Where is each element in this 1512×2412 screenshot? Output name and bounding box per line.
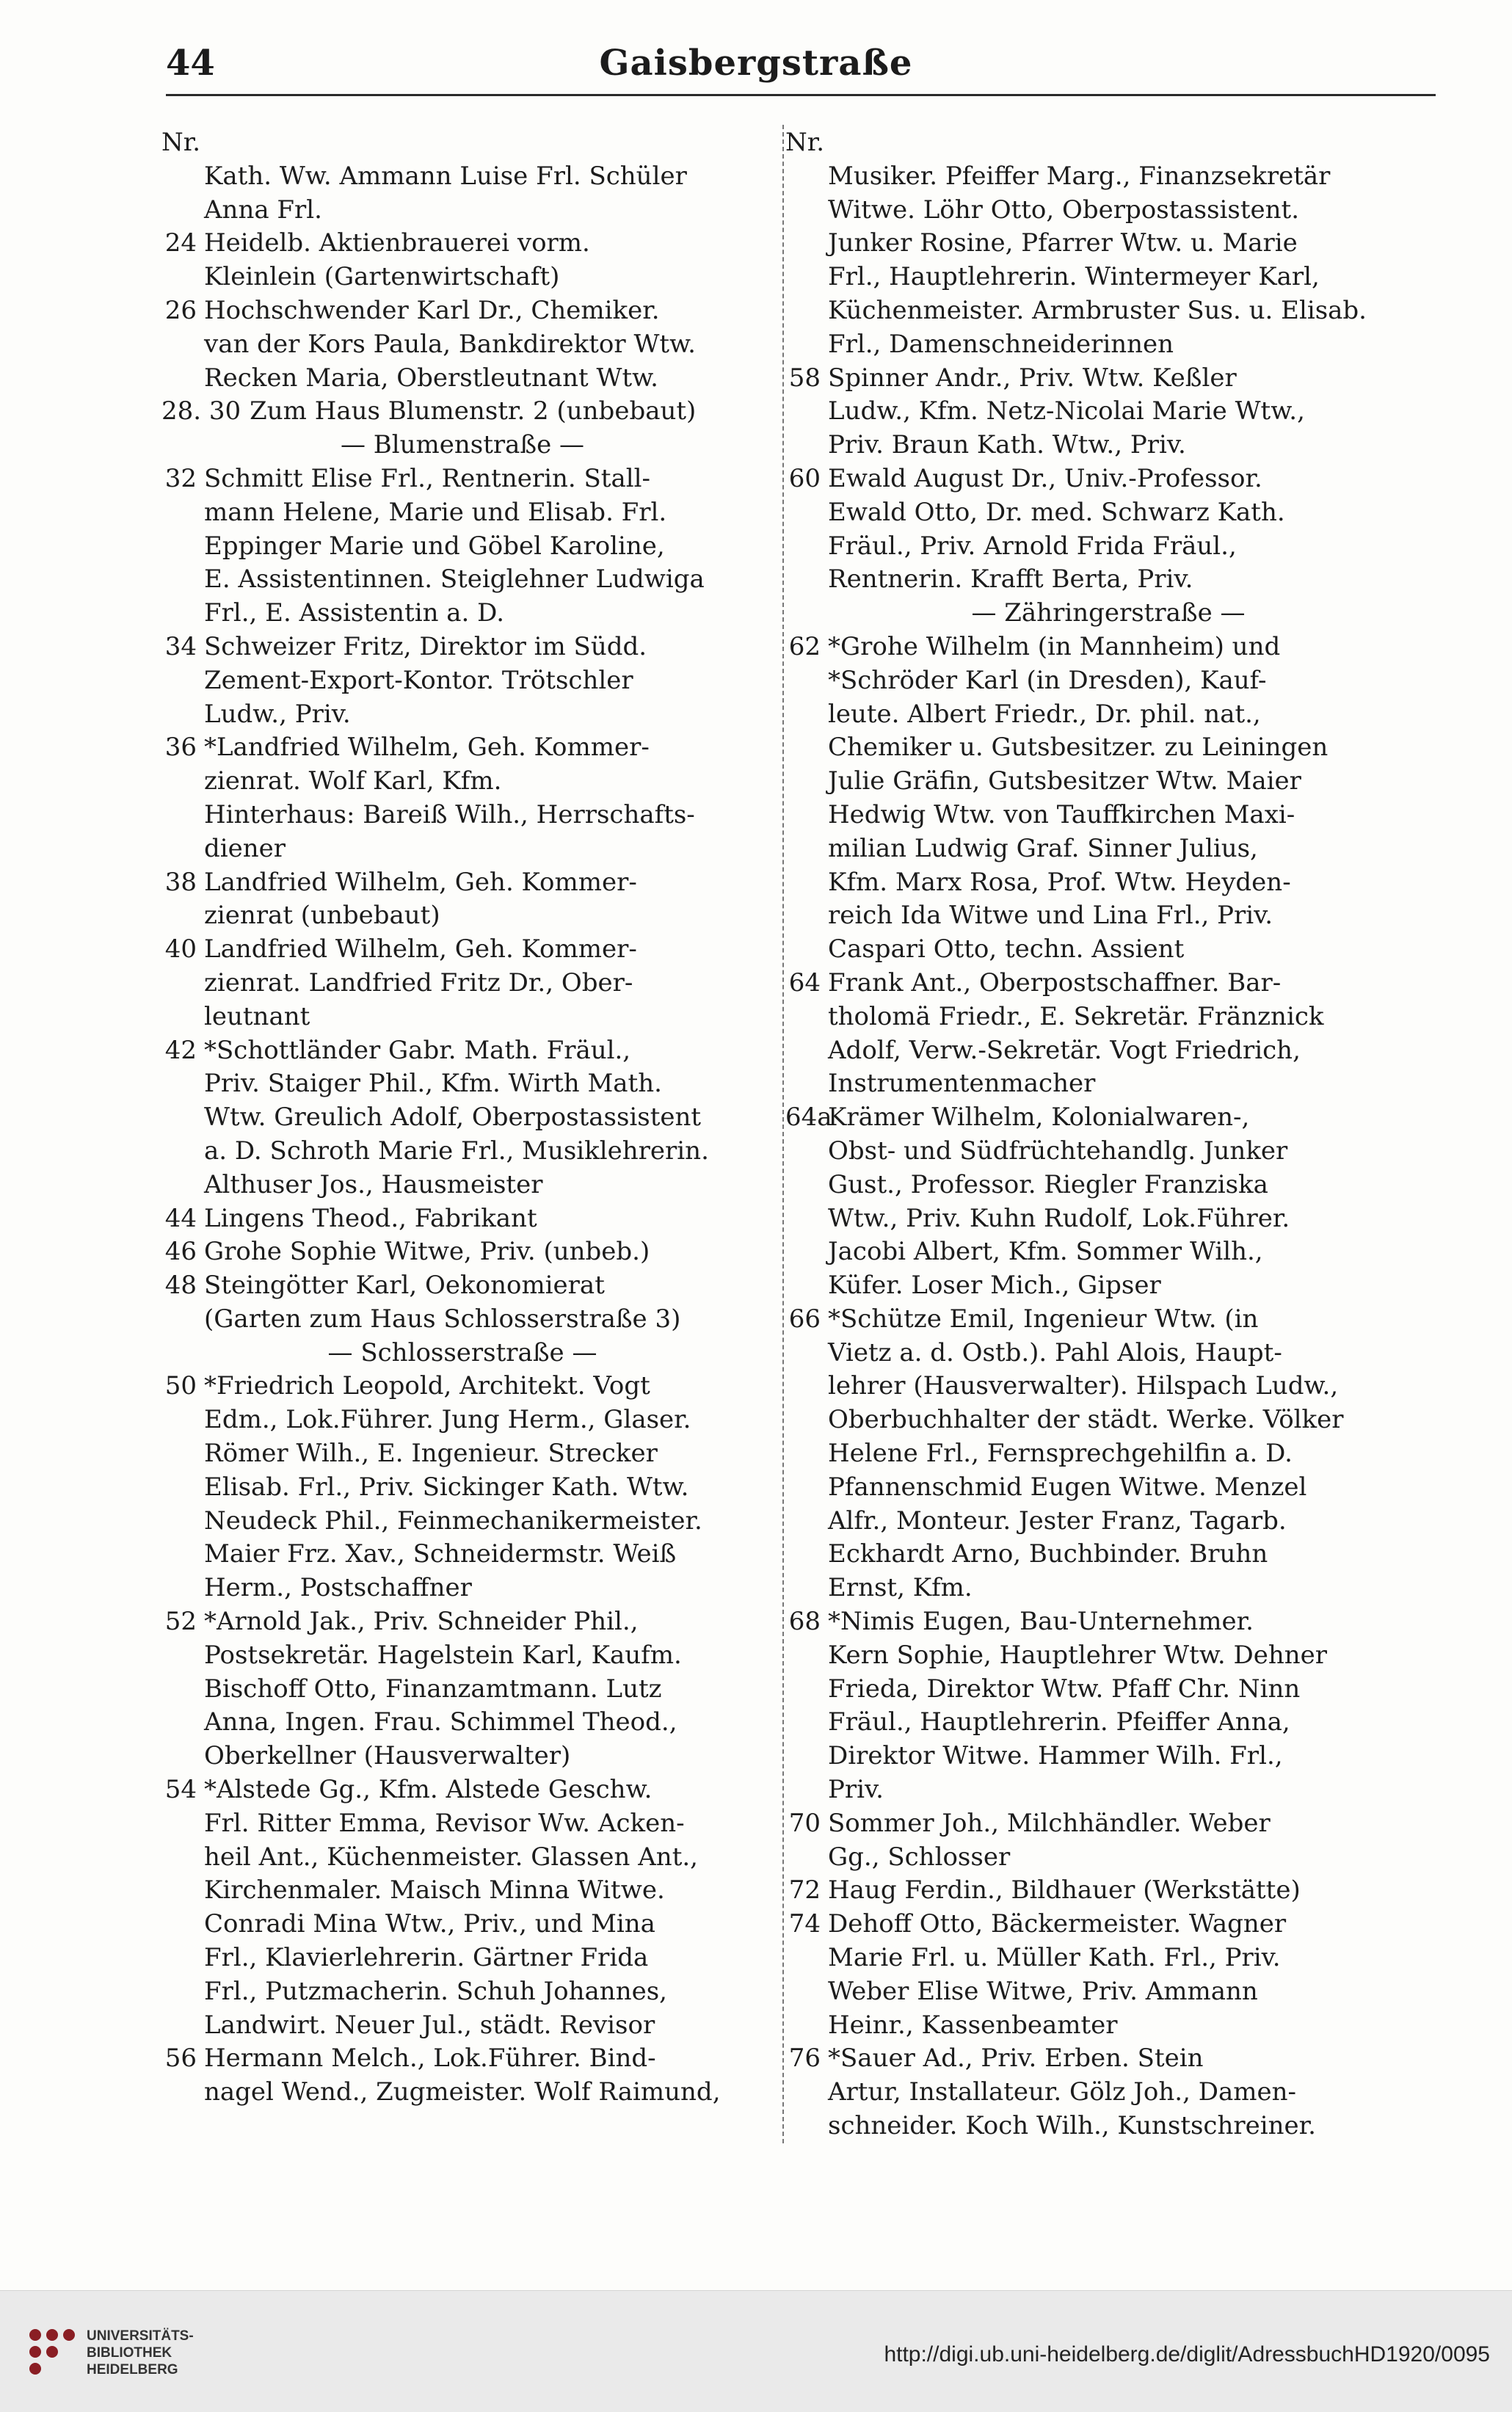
entry-continuation-line: Römer Wilh., E. Ingenieur. Strecker (204, 1439, 658, 1469)
entry-continuation-line: Heinr., Kassenbeamter (828, 2010, 1118, 2040)
house-entry-line (161, 2042, 763, 2076)
library-name-line: UNIVERSITÄTS- (87, 2328, 194, 2344)
entry-continuation-line: milian Ludwig Graf. Sinner Julius, (828, 833, 1258, 863)
entry-continuation-line: Frl., Damenschneiderinnen (828, 329, 1174, 359)
house-entry-line (785, 1303, 1431, 1337)
street-section-heading: — Schlosserstraße — (327, 1337, 597, 1367)
entry-continuation-line: Wtw. Greulich Adolf, Oberpostassistent (204, 1103, 702, 1133)
house-entry-line (161, 1269, 763, 1303)
entry-continuation-line: Kirchenmaler. Maisch Minna Witwe. (204, 1875, 665, 1906)
entry-continuation-line: Oberkellner (Hausverwalter) (204, 1741, 571, 1771)
entry-continuation-line: lehrer (Hausverwalter). Hilspach Ludw., (828, 1371, 1339, 1401)
entry-continuation-line: Junker Rosine, Pfarrer Wtw. u. Marie (828, 228, 1298, 258)
entry-continuation-line: Edm., Lok.Führer. Jung Herm., Glaser. (204, 1405, 691, 1435)
house-entry-line (785, 2042, 1431, 2076)
entry-continuation-line: nagel Wend., Zugmeister. Wolf Raimund, (204, 2077, 721, 2107)
entry-continuation-line: mann Helene, Marie und Elisab. Frl. (204, 497, 667, 527)
house-number: 34 (164, 631, 197, 661)
house-number: 74 (788, 1909, 821, 1939)
entry-continuation-line: Anna Frl. (204, 195, 322, 225)
house-entry-line (161, 1370, 763, 1403)
entry-continuation-line: Ernst, Kfm. (828, 1573, 973, 1603)
entry-continuation-line: Ewald Otto, Dr. med. Schwarz Kath. (828, 497, 1285, 527)
entry-continuation-line: Direktor Witwe. Hammer Wilh. Frl., (828, 1741, 1283, 1771)
entry-continuation-line: Eckhardt Arno, Buchbinder. Bruhn (828, 1539, 1268, 1569)
house-number: 24 (164, 228, 197, 258)
entry-continuation-line: Julie Gräfin, Gutsbesitzer Wtw. Maier (828, 766, 1301, 796)
house-entry-line (161, 462, 763, 496)
entry-continuation-line: Zement-Export-Kontor. Trötschler (204, 665, 633, 695)
house-number: 26 (164, 295, 197, 325)
entry-continuation-line: Frl. Ritter Emma, Revisor Ww. Acken- (204, 1808, 685, 1838)
entry-continuation-line: Postsekretär. Hagelstein Karl, Kaufm. (204, 1640, 682, 1670)
house-number: 50 (164, 1371, 197, 1401)
right-column-heading: Nr. (785, 128, 825, 157)
house-number: 68 (788, 1607, 821, 1637)
house-entry-line (785, 1908, 1431, 1941)
entry-text: Landfried Wilhelm, Geh. Kommer- (204, 867, 637, 897)
source-url-link[interactable]: http://digi.ub.uni-heidelberg.de/diglit/AdressbuchHD1920/0095 (884, 2342, 1490, 2366)
entry-text: Grohe Sophie Witwe, Priv. (unbeb.) (204, 1237, 650, 1267)
house-number: 48 (164, 1271, 197, 1301)
entry-continuation-line: zienrat. Landfried Fritz Dr., Ober- (204, 967, 633, 998)
house-number: 32 (164, 463, 197, 493)
entry-text: Frank Ant., Oberpostschaffner. Bar- (828, 967, 1282, 998)
entry-continuation-line: Kleinlein (Gartenwirtschaft) (204, 262, 560, 292)
house-number: 46 (164, 1237, 197, 1267)
entry-text: Schweizer Fritz, Direktor im Südd. (204, 631, 647, 661)
entry-continuation-line: (Garten zum Haus Schlosserstraße 3) (204, 1304, 681, 1334)
entry-text: Ewald August Dr., Univ.-Professor. (828, 463, 1262, 493)
entry-continuation-line: Gust., Professor. Riegler Franziska (828, 1169, 1268, 1199)
entry-continuation-line: tholomä Friedr., E. Sekretär. Fränznick (828, 1001, 1324, 1031)
house-entry-line (785, 462, 1431, 496)
house-entry-line (785, 1605, 1431, 1639)
entry-continuation-line: Helene Frl., Fernsprechgehilfin a. D. (828, 1439, 1293, 1469)
entry-continuation-line: zienrat. Wolf Karl, Kfm. (204, 766, 502, 796)
street-section-heading: — Zähringerstraße — (971, 598, 1246, 628)
entry-text: Dehoff Otto, Bäckermeister. Wagner (828, 1909, 1287, 1939)
house-number: 52 (164, 1607, 197, 1637)
entry-continuation-line: Conradi Mina Wtw., Priv., und Mina (204, 1909, 655, 1939)
left-column-heading: Nr. (161, 128, 201, 157)
entry-continuation-line: Rentnerin. Krafft Berta, Priv. (828, 564, 1193, 595)
library-name-line: BIBLIOTHEK (87, 2345, 172, 2361)
entry-continuation-line: Ludw., Kfm. Netz-Nicolai Marie Wtw., (828, 396, 1305, 426)
entry-continuation-line: Fräul., Hauptlehrerin. Pfeiffer Anna, (828, 1707, 1290, 1737)
entry-text: *Landfried Wilhelm, Geh. Kommer- (204, 733, 650, 763)
entry-text: Hermann Melch., Lok.Führer. Bind- (204, 2044, 656, 2074)
page-title: Gaisbergstraße (599, 43, 913, 84)
house-entry-line (161, 631, 763, 664)
entry-continuation-line: Caspari Otto, techn. Assient (828, 934, 1185, 965)
house-number: 66 (788, 1304, 821, 1334)
entry-continuation-line: Pfannenschmid Eugen Witwe. Menzel (828, 1472, 1307, 1502)
entry-continuation-line: diener (204, 833, 286, 863)
house-entry-line (785, 631, 1431, 664)
entry-continuation-line: Priv. (828, 1775, 884, 1805)
entry-continuation-line: Musiker. Pfeiffer Marg., Finanzsekretär (828, 161, 1331, 191)
header-rule (166, 94, 1436, 96)
entry-continuation-line: reich Ida Witwe und Lina Frl., Priv. (828, 901, 1273, 931)
entry-text: *Grohe Wilhelm (in Mannheim) und (828, 631, 1281, 661)
entry-continuation-line: Jacobi Albert, Kfm. Sommer Wilh., (828, 1237, 1263, 1267)
entry-continuation-line: Artur, Installateur. Gölz Joh., Damen- (828, 2077, 1296, 2107)
entry-continuation-line: Hedwig Wtw. von Tauffkirchen Maxi- (828, 799, 1295, 829)
house-entry-line (161, 1034, 763, 1068)
house-number: 70 (788, 1808, 821, 1838)
entry-continuation-line: Althuser Jos., Hausmeister (204, 1169, 543, 1199)
entry-continuation-line: Maier Frz. Xav., Schneidermstr. Weiß (204, 1539, 677, 1569)
house-number: 64 (788, 967, 821, 998)
street-section-heading: — Blumenstraße — (340, 430, 585, 460)
library-name (87, 2328, 194, 2378)
entry-continuation-line: Elisab. Frl., Priv. Sickinger Kath. Wtw. (204, 1472, 689, 1502)
entry-continuation-line: Kern Sophie, Hauptlehrer Wtw. Dehner (828, 1640, 1328, 1670)
entry-continuation-line: Küfer. Loser Mich., Gipser (828, 1271, 1161, 1301)
entry-continuation-line: Witwe. Löhr Otto, Oberpostassistent. (828, 195, 1300, 225)
house-number: 72 (788, 1875, 821, 1906)
entry-text: Krämer Wilhelm, Kolonialwaren-, (828, 1103, 1250, 1133)
entry-continuation-line: schneider. Koch Wilh., Kunstschreiner. (828, 2111, 1316, 2141)
house-entry-line (785, 1807, 1431, 1841)
house-entry-line (161, 933, 763, 967)
entry-continuation-line: Instrumentenmacher (828, 1069, 1096, 1099)
entry-continuation-line: E. Assistentinnen. Steiglehner Ludwiga (204, 564, 705, 595)
entry-continuation-line: Frl., Hauptlehrerin. Wintermeyer Karl, (828, 262, 1320, 292)
house-number: 38 (164, 867, 197, 897)
entry-continuation-line: Frl., Putzmacherin. Schuh Johannes, (204, 1976, 667, 2006)
house-entry-line (161, 1235, 763, 1269)
house-entry-line (785, 362, 1431, 396)
library-name-line: HEIDELBERG (87, 2362, 178, 2378)
left-column (161, 126, 763, 2110)
entry-continuation-line: Anna, Ingen. Frau. Schimmel Theod., (204, 1707, 677, 1737)
house-number: 56 (164, 2044, 197, 2074)
entry-continuation-line: Ludw., Priv. (204, 699, 351, 729)
house-entry-line (161, 227, 763, 261)
entry-continuation-line: Eppinger Marie und Göbel Karoline, (204, 531, 665, 561)
house-number: 64a (785, 1103, 832, 1133)
entry-text: *Friedrich Leopold, Architekt. Vogt (204, 1371, 650, 1401)
entry-text: Zum Haus Blumenstr. 2 (unbebaut) (250, 396, 697, 426)
entry-continuation-line: Wtw., Priv. Kuhn Rudolf, Lok.Führer. (828, 1203, 1290, 1233)
entry-continuation-line: van der Kors Paula, Bankdirektor Wtw. (204, 329, 696, 359)
entry-continuation-line: Priv. Staiger Phil., Kfm. Wirth Math. (204, 1069, 662, 1099)
entry-text: Lingens Theod., Fabrikant (204, 1203, 537, 1233)
house-number: 28. 30 (161, 396, 241, 426)
entry-continuation-line: a. D. Schroth Marie Frl., Musiklehrerin. (204, 1136, 709, 1166)
entry-continuation-line: Gg., Schlosser (828, 1842, 1011, 1872)
house-entry-line (785, 967, 1431, 1000)
house-number: 36 (164, 733, 197, 763)
entry-continuation-line: Chemiker u. Gutsbesitzer. zu Leiningen (828, 733, 1329, 763)
entry-continuation-line: Weber Elise Witwe, Priv. Ammann (828, 1976, 1258, 2006)
entry-continuation-line: Kath. Ww. Ammann Luise Frl. Schüler (204, 161, 687, 191)
house-entry-line (161, 1202, 763, 1236)
entry-text: *Alstede Gg., Kfm. Alstede Geschw. (204, 1775, 653, 1805)
column-divider (782, 125, 784, 2143)
house-number: 40 (164, 934, 197, 965)
entry-text: Sommer Joh., Milchhändler. Weber (828, 1808, 1271, 1838)
entry-text: Landfried Wilhelm, Geh. Kommer- (204, 934, 637, 965)
entry-continuation-line: Frl., Klavierlehrerin. Gärtner Frida (204, 1943, 649, 1973)
entry-text: Haug Ferdin., Bildhauer (Werkstätte) (828, 1875, 1301, 1906)
university-logo-icon (29, 2329, 75, 2375)
entry-continuation-line: Frieda, Direktor Wtw. Pfaff Chr. Ninn (828, 1674, 1301, 1704)
entry-continuation-line: Herm., Postschaffner (204, 1573, 472, 1603)
left-column-entries (161, 160, 763, 2110)
entry-text: Schmitt Elise Frl., Rentnerin. Stall- (204, 463, 650, 493)
entry-text: *Schütze Emil, Ingenieur Wtw. (in (828, 1304, 1259, 1334)
entry-continuation-line: Marie Frl. u. Müller Kath. Frl., Priv. (828, 1943, 1281, 1973)
entry-text: Spinner Andr., Priv. Wtw. Keßler (828, 363, 1237, 393)
house-number: 44 (164, 1203, 197, 1233)
page-number: 44 (166, 43, 215, 84)
entry-text: *Nimis Eugen, Bau-Unternehmer. (828, 1607, 1254, 1637)
entry-continuation-line: Vietz a. d. Ostb.). Pahl Alois, Haupt- (828, 1337, 1282, 1367)
house-entry-line (161, 866, 763, 900)
entry-continuation-line: Kfm. Marx Rosa, Prof. Wtw. Heyden- (828, 867, 1291, 897)
entry-continuation-line: Oberbuchhalter der städt. Werke. Völker (828, 1405, 1344, 1435)
house-entry-line (785, 1874, 1431, 1908)
house-number: 58 (788, 363, 821, 393)
entry-continuation-line: leute. Albert Friedr., Dr. phil. nat., (828, 699, 1261, 729)
footer-bar (0, 2290, 1512, 2412)
entry-continuation-line: Fräul., Priv. Arnold Frida Fräul., (828, 531, 1237, 561)
entry-continuation-line: Priv. Braun Kath. Wtw., Priv. (828, 430, 1186, 460)
entry-continuation-line: Hinterhaus: Bareiß Wilh., Herrschafts- (204, 799, 695, 829)
entry-continuation-line: Landwirt. Neuer Jul., städt. Revisor (204, 2010, 655, 2040)
entry-continuation-line: Frl., E. Assistentin a. D. (204, 598, 505, 628)
entry-continuation-line: *Schröder Karl (in Dresden), Kauf- (828, 665, 1267, 695)
house-entry-line (161, 294, 763, 328)
entry-continuation-line: zienrat (unbebaut) (204, 901, 440, 931)
entry-continuation-line: leutnant (204, 1001, 310, 1031)
entry-continuation-line: Küchenmeister. Armbruster Sus. u. Elisab. (828, 295, 1367, 325)
right-column (785, 126, 1431, 2143)
entry-continuation-line: Recken Maria, Oberstleutnant Wtw. (204, 363, 658, 393)
entry-continuation-line: Obst- und Südfrüchtehandlg. Junker (828, 1136, 1288, 1166)
entry-continuation-line: Alfr., Monteur. Jester Franz, Tagarb. (828, 1505, 1287, 1536)
entry-text: Steingötter Karl, Oekonomierat (204, 1271, 605, 1301)
house-number: 76 (788, 2044, 821, 2074)
house-number: 54 (164, 1775, 197, 1805)
house-entry-line (785, 1101, 1431, 1135)
entry-continuation-line: heil Ant., Küchenmeister. Glassen Ant., (204, 1842, 698, 1872)
entry-continuation-line: Neudeck Phil., Feinmechanikermeister. (204, 1505, 702, 1536)
house-entry-line (161, 1605, 763, 1639)
entry-text: *Sauer Ad., Priv. Erben. Stein (828, 2044, 1204, 2074)
house-entry-line (161, 1773, 763, 1807)
house-entry-line (161, 731, 763, 765)
entry-continuation-line: Bischoff Otto, Finanzamtmann. Lutz (204, 1674, 662, 1704)
house-entry-line (161, 395, 763, 429)
right-column-entries (785, 160, 1431, 2143)
house-number: 60 (788, 463, 821, 493)
entry-text: Hochschwender Karl Dr., Chemiker. (204, 295, 660, 325)
entry-text: Heidelb. Aktienbrauerei vorm. (204, 228, 590, 258)
entry-text: *Schottländer Gabr. Math. Fräul., (204, 1035, 631, 1065)
entry-text: *Arnold Jak., Priv. Schneider Phil., (204, 1607, 639, 1637)
entry-continuation-line: Adolf, Verw.-Sekretär. Vogt Friedrich, (828, 1035, 1301, 1065)
house-number: 42 (164, 1035, 197, 1065)
house-number: 62 (788, 631, 821, 661)
